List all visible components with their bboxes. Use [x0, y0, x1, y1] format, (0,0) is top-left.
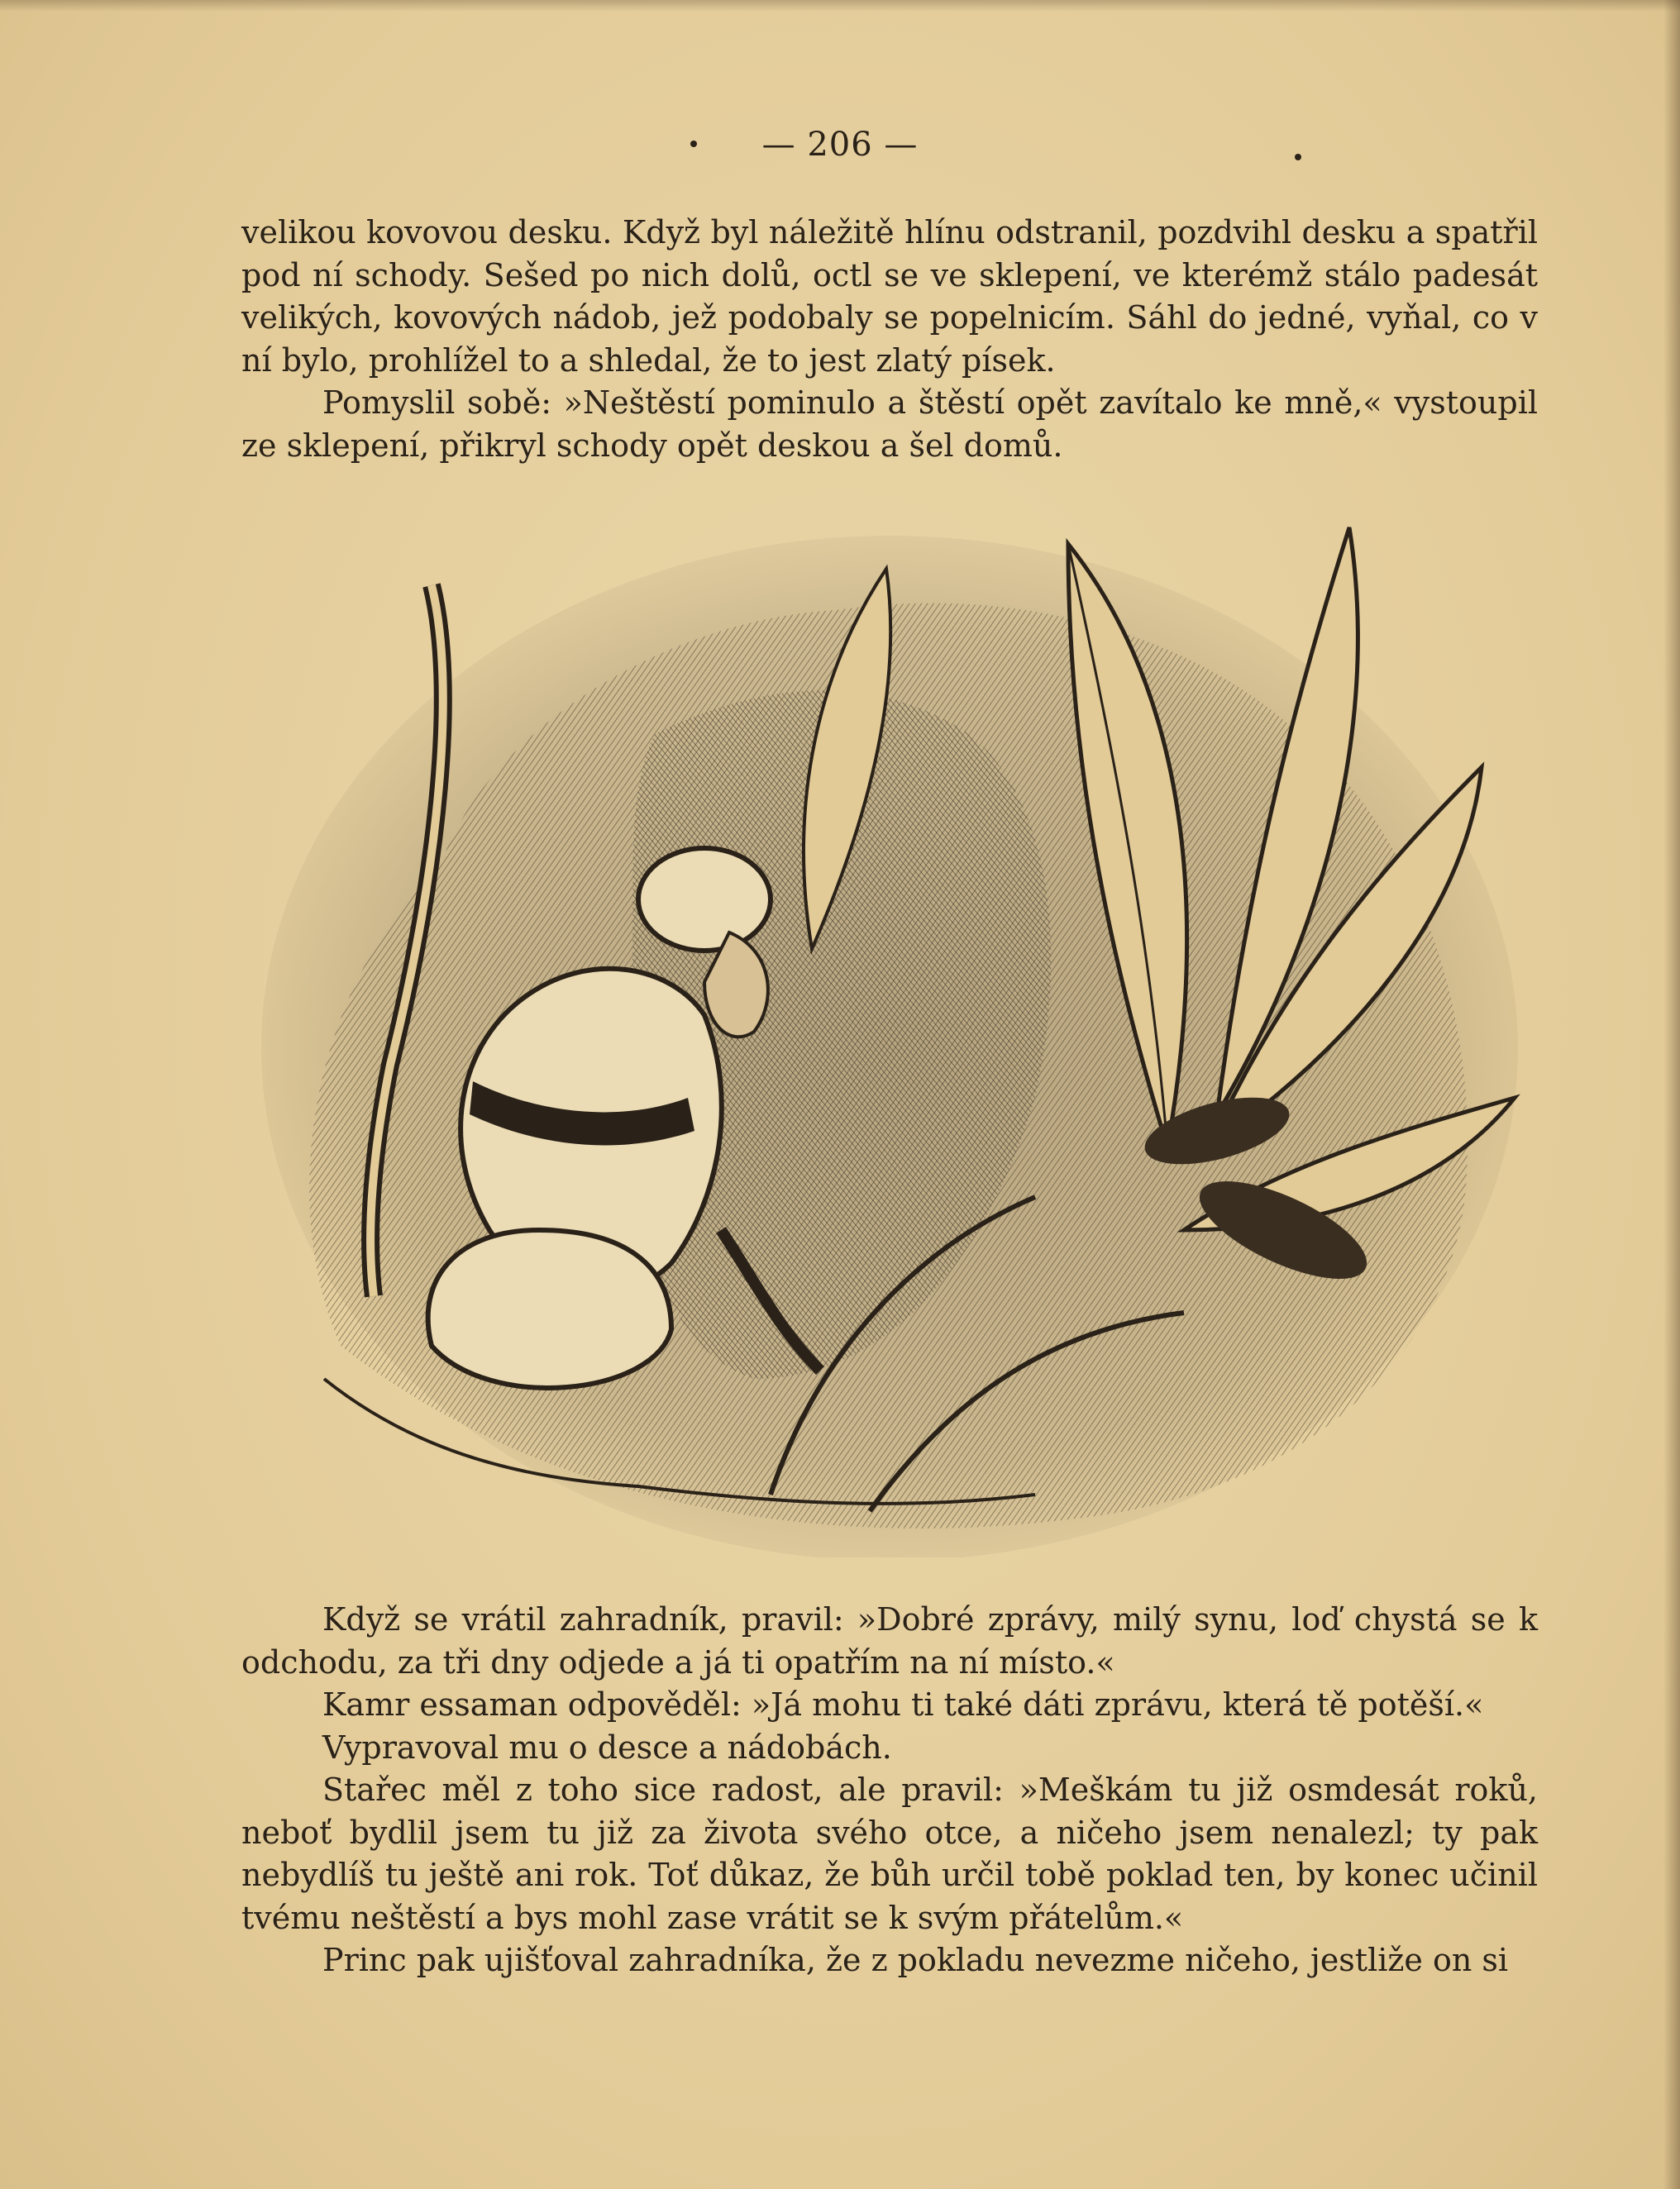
page-number: — 206 —: [761, 126, 919, 164]
paragraph: Pomyslil sobě: »Neštěstí pominulo a štěstí opět zavítalo ke mně,« vystoupil ze sklepení, přikryl schody opět deskou a šel domů.: [241, 384, 1538, 464]
page-top-shadow: [0, 0, 1680, 12]
text-block-bottom: [241, 1599, 1538, 1982]
paragraph: Stařec měl z toho sice radost, ale pravil: »Meškám tu již osmdesát roků, neboť bydlil jsem tu již za života svého otce, a ničeho jsem nenalezl; ty pak nebydlíš tu ještě ani rok. Toť důkaz, že bůh určil tobě poklad ten, by konec učinil tvému neštěstí a bys mohl zase vrátit se k svým přátelům.«: [241, 1772, 1538, 1936]
figure-legs: [428, 1230, 671, 1388]
paragraph: Vypravoval mu o desce a nádobách.: [322, 1729, 892, 1766]
paragraph: velikou kovovou desku. Když byl náležitě hlínu odstranil, pozdvihl desku a spatřil pod ní schody. Sešed po nich dolů, octl se ve sklepení, ve kterémž stálo padesát velikých, kovových nádob, jež podobaly se popelnicím. Sáhl do jedné, vyňal, co v ní bylo, prohlížel to a shledal, že to jest zlatý písek.: [241, 214, 1538, 379]
text-block-top: [241, 212, 1538, 467]
page-edge-shadow: [1663, 0, 1680, 2189]
figure-turban: [638, 848, 771, 951]
paragraph: Princ pak ujišťoval zahradníka, že z pokladu nevezme ničeho, jestliže on si: [322, 1942, 1509, 1978]
engraving-illustration: [241, 519, 1538, 1557]
paragraph: Kamr essaman odpověděl: »Já mohu ti také dáti zprávu, která tě potěší.«: [322, 1686, 1484, 1723]
paragraph: Když se vrátil zahradník, pravil: »Dobré zprávy, milý synu, loď chystá se k odchodu, za tři dny odjede a já ti opatřím na ní místo.«: [241, 1601, 1538, 1681]
